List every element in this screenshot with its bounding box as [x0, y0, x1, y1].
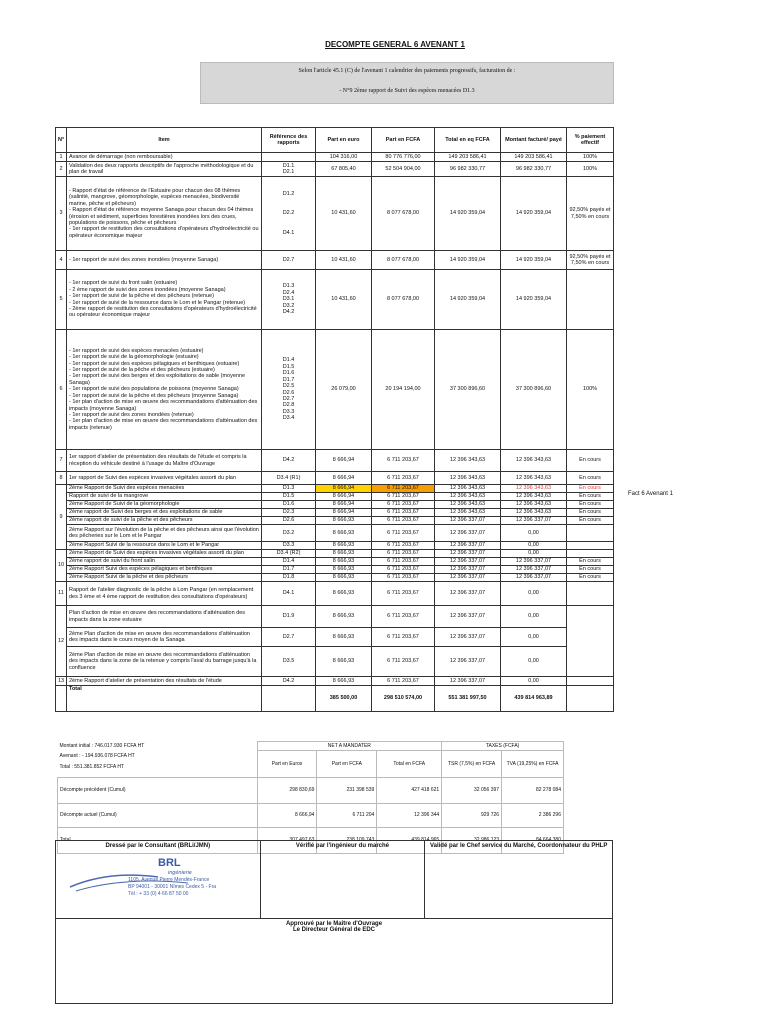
row-item: 2ème Rapport Suivi des espèces pélagiques et benthiques — [67, 566, 262, 574]
sig-chef: Validé par le Chef service du Marché, Coordonnateur du PHLP — [425, 841, 613, 919]
fin-cell: 427 418 621 — [377, 778, 442, 804]
table-row — [56, 162, 614, 177]
row-euro: 8 666,93 — [316, 628, 372, 647]
row-ref: D1.3 D2.4 D3.1 D3.2 D4.2 — [262, 270, 316, 330]
row-euro: 8 666,93 — [316, 558, 372, 566]
row-euro: 8 666,93 — [316, 566, 372, 574]
fin-cell: 307 497,63 — [257, 828, 317, 854]
row-total: 12 396 337,07 — [435, 550, 501, 558]
row-euro: 8 666,94 — [316, 493, 372, 501]
fin-col: Part en FCFA — [317, 751, 377, 778]
row-total: 12 396 343,63 — [435, 472, 501, 485]
row-euro: 10 431,60 — [316, 177, 372, 251]
row-pct: En cours — [567, 501, 614, 509]
row-total: 12 396 337,07 — [435, 558, 501, 566]
row-ref: D2.6 — [262, 517, 316, 525]
row-facture: 0,00 — [501, 628, 567, 647]
row-item: 2ème rapport de Suivi des berges et des exploitations de sable — [67, 509, 262, 517]
row-item: Rapport de suivi de la mangrove — [67, 493, 262, 501]
row-item: Validation des deux rapports descriptifs de l'approche méthodologique et du plan de travail — [67, 162, 262, 177]
row-ref: D3.3 — [262, 542, 316, 550]
row-ref: D1.8 — [262, 574, 316, 582]
company-stamp — [68, 857, 258, 899]
row-total: 14 920 359,04 — [435, 270, 501, 330]
row-total: 12 396 337,07 — [435, 574, 501, 582]
row-euro: 8 666,93 — [316, 677, 372, 686]
row-no: 3 — [56, 177, 67, 251]
row-fcfa: 6 711 203,67 — [372, 517, 435, 525]
row-facture: 12 396 343,63 — [501, 485, 567, 493]
row-total: 12 396 337,07 — [435, 517, 501, 525]
total-facture: 439 814 963,89 — [501, 686, 567, 712]
row-no: 6 — [56, 330, 67, 450]
table-row — [56, 501, 614, 509]
row-item: Rapport de l'atelier diagnostic de la pêche à Lom Pangar (en remplacement des 3 ème et 4 ème rapport de restitution des consultations d'opérateurs) — [67, 582, 262, 606]
table-row — [56, 509, 614, 517]
row-facture: 12 396 343,63 — [501, 501, 567, 509]
billing-info-line-1: Selon l'article 45.1 (C) de l'avenant 1 calendrier des paiements progressifs, facturation de : — [298, 68, 516, 74]
side-note: Fact 6 Avenant 1 — [628, 491, 673, 497]
row-euro: 10 431,60 — [316, 251, 372, 270]
row-fcfa: 6 711 203,67 — [372, 493, 435, 501]
billing-info-box — [200, 62, 614, 104]
row-ref: D1.3 — [262, 485, 316, 493]
row-euro: 8 666,94 — [316, 450, 372, 472]
row-no: 4 — [56, 251, 67, 270]
table-row — [56, 525, 614, 542]
row-item: 2ème Rapport Suivi de la pêche et des pêcheurs — [67, 574, 262, 582]
row-pct: En cours — [567, 509, 614, 517]
table-row — [56, 450, 614, 472]
row-facture: 0,00 — [501, 582, 567, 606]
row-fcfa: 80 776 776,00 — [372, 153, 435, 162]
row-euro: 26 079,00 — [316, 330, 372, 450]
table-row — [56, 493, 614, 501]
row-total: 149 203 586,41 — [435, 153, 501, 162]
row-ref — [262, 686, 316, 712]
fin-row-label: Décompte actuel (Cumul) — [58, 804, 258, 828]
row-pct: En cours — [567, 566, 614, 574]
fin-cell: 32 056 397 — [442, 778, 502, 804]
row-item: Plan d'action de mise en œuvre des recommandations d'atténuation des impacts dans la zone estuaire — [67, 606, 262, 628]
row-euro: 8 666,93 — [316, 574, 372, 582]
row-euro: 8 666,94 — [316, 501, 372, 509]
row-fcfa: 8 077 678,00 — [372, 270, 435, 330]
row-euro: 8 666,93 — [316, 606, 372, 628]
row-item: 2ème Rapport d'atelier de présentation des résultats de l'étude — [67, 677, 262, 686]
row-item: Avance de démarrage (non remboursable) — [67, 153, 262, 162]
table-row — [56, 153, 614, 162]
row-ref: D4.2 — [262, 450, 316, 472]
row-facture: 12 396 343,63 — [501, 493, 567, 501]
row-fcfa: 8 077 678,00 — [372, 251, 435, 270]
table-row — [56, 472, 614, 485]
row-pct: 92,50% payés et 7,50% en cours — [567, 177, 614, 251]
row-pct: En cours — [567, 517, 614, 525]
row-item: - Rapport d'état de référence de l'Estuaire pour chacun des 08 thèmes (salinité, mangrove, géomorphologie, espèces menacées, biodiversité marine, pêche et pêcheurs) - Rapport d'état de référence moyenne Sanaga pour chacun des 04 thèmes (érosion et sédiment, superficies forestières inondées lors des crues, populations de poissons, pêche et pêcheurs - 1er rapport de restitution des consultations d'opérateurs d'hydroélectricité ou opérateur économique majeur — [67, 177, 262, 251]
row-total: 12 396 337,07 — [435, 606, 501, 628]
row-facture: 14 920 359,04 — [501, 177, 567, 251]
row-no: 1 — [56, 153, 67, 162]
stamp-line: Tél : + 33 (0) 4 66 87 50 00 — [128, 891, 189, 897]
row-fcfa: 6 711 203,67 — [372, 509, 435, 517]
row-euro: 8 666,93 — [316, 525, 372, 542]
row-pct: En cours — [567, 558, 614, 566]
approuve-line-2: Le Directeur Général de EDC — [292, 927, 376, 934]
fin-cell: 231 398 539 — [317, 778, 377, 804]
row-no: 5 — [56, 270, 67, 330]
row-pct: En cours — [567, 485, 614, 493]
header-facture: Montant facturé/ payé — [501, 128, 567, 153]
row-pct — [567, 525, 614, 542]
net-header: NET A MANDATER — [257, 742, 442, 751]
fin-row-label: Décompte précédent (Cumul) — [58, 778, 258, 804]
row-ref: D1.4 — [262, 558, 316, 566]
avenant: Avenant : - 194.936.078 FCFA HT — [59, 752, 135, 759]
row-facture: 12 396 343,63 — [501, 472, 567, 485]
row-total: 96 982 330,77 — [435, 162, 501, 177]
montant-initial: Montant initial : 746.017.930 FCFA HT — [59, 742, 145, 749]
row-item: 2ème Plan d'action de mise en œuvre des recommandations d'atténuation des impacts dans la zone de la retenue y compris l'aval du barrage jusqu'à la confluence — [67, 647, 262, 677]
row-fcfa: 6 711 203,67 — [372, 606, 435, 628]
row-euro: 67 805,40 — [316, 162, 372, 177]
row-ref: D2.7 — [262, 251, 316, 270]
row-item: 2ème Rapport de Suivi de la géomorphologie — [67, 501, 262, 509]
row-facture: 37 300 896,60 — [501, 330, 567, 450]
table-header-row — [56, 128, 614, 153]
row-item: 1er rapport d'atelier de présentation des résultats de l'étude et compris la réception du véhicule destiné à l'usage du Maître d'Ouvrage — [67, 450, 262, 472]
table-row — [56, 517, 614, 525]
row-euro: 8 666,93 — [316, 582, 372, 606]
row-euro: 8 666,93 — [316, 517, 372, 525]
row-fcfa: 6 711 203,67 — [372, 485, 435, 493]
table-row — [56, 270, 614, 330]
row-pct: En cours — [567, 472, 614, 485]
row-pct: 92,50% payés et 7,50% en cours — [567, 251, 614, 270]
row-total: 12 396 337,07 — [435, 566, 501, 574]
row-fcfa: 20 194 194,00 — [372, 330, 435, 450]
row-total: 12 396 343,63 — [435, 493, 501, 501]
fin-cell: 2 386 296 — [502, 804, 564, 828]
row-pct: 100% — [567, 330, 614, 450]
table-row — [56, 574, 614, 582]
row-fcfa: 6 711 203,67 — [372, 566, 435, 574]
row-facture: 96 982 330,77 — [501, 162, 567, 177]
row-euro: 8 666,94 — [316, 472, 372, 485]
row-no — [56, 686, 67, 712]
fin-cell: 439 814 965 — [377, 828, 442, 854]
row-euro: 104 316,00 — [316, 153, 372, 162]
table-row — [56, 177, 614, 251]
row-item: 2ème Rapport de Suivi des espèces invasives végétales assorti du plan — [67, 550, 262, 558]
sig-ingenieur: Vérifié par l'ingénieur du marché — [260, 841, 425, 919]
total-fcfa: 298 510 574,00 — [372, 686, 435, 712]
row-fcfa: 6 711 203,67 — [372, 450, 435, 472]
row-ref: D1.6 — [262, 501, 316, 509]
row-total: 12 396 337,07 — [435, 582, 501, 606]
row-item: 1er rapport de Suivi des espèces invasives végétales assorti du plan — [67, 472, 262, 485]
sig-approuve — [56, 919, 613, 1004]
sig-consultant: Dressé par le Consultant (BRLi/JMN) — [56, 841, 261, 919]
row-fcfa: 6 711 203,67 — [372, 582, 435, 606]
row-ref: D1.4 D1.5 D1.6 D1.7 D2.5 D2.6 D2.7 D2.8 D3.3 D3.4 — [262, 330, 316, 450]
row-pct — [567, 686, 614, 712]
row-total: 12 396 343,63 — [435, 501, 501, 509]
row-fcfa: 6 711 203,67 — [372, 472, 435, 485]
financial-summary-table — [57, 741, 564, 854]
row-ref: D3.4 (R1) — [262, 472, 316, 485]
fin-cell: 12 396 344 — [377, 804, 442, 828]
row-total: 12 396 337,07 — [435, 647, 501, 677]
row-ref: D4.1 — [262, 582, 316, 606]
fin-row — [58, 778, 564, 804]
row-fcfa: 6 711 203,67 — [372, 647, 435, 677]
total-euro: 385 500,00 — [316, 686, 372, 712]
row-no: 10 — [56, 550, 67, 582]
header-total: Total en eq FCFA — [435, 128, 501, 153]
total-total: 551 381 997,50 — [435, 686, 501, 712]
fin-cell: 84 664 380 — [502, 828, 564, 854]
row-facture: 12 396 337,07 — [501, 574, 567, 582]
row-item: - 1er rapport de suivi du front salin (estuaire) - 2 ème rapport de suivi des zones inondées (moyenne Sanaga) - 1er rapport de suivi de la pêche et des pêcheurs (retenue) - 1er rapport de suivi de la ressource dans le Lom et le Pangar (retenue) - 2ème rapport de restitution des consultations d'opérateurs d'hydroélectricité ou opérateur économique majeur — [67, 270, 262, 330]
row-ref: D1.2 D2.2 D4.1 — [262, 177, 316, 251]
row-facture: 0,00 — [501, 542, 567, 550]
row-pct — [567, 550, 614, 558]
row-no: 13 — [56, 677, 67, 686]
row-ref: D3.2 — [262, 525, 316, 542]
row-total: 12 396 337,07 — [435, 525, 501, 542]
row-facture: 12 396 343,63 — [501, 509, 567, 517]
row-no: 11 — [56, 582, 67, 606]
row-item: 2ème Rapport sur l'évolution de la pêche et des pêcheurs ainsi que l'évolution des pêcheries sur le Lom et le Pangar — [67, 525, 262, 542]
fin-col: Total en FCFA — [377, 751, 442, 778]
row-ref — [262, 153, 316, 162]
row-pct: En cours — [567, 493, 614, 501]
row-ref: D2.3 — [262, 509, 316, 517]
row-item: 2ème Rapport de Suivi des espèces menacées — [67, 485, 262, 493]
row-fcfa: 6 711 203,67 — [372, 501, 435, 509]
row-item: 2ème Plan d'action de mise en œuvre des recommandations d'atténuation des impacts dans le cours moyen de la Sanaga — [67, 628, 262, 647]
row-ref: D1.7 — [262, 566, 316, 574]
row-pct — [567, 542, 614, 550]
fin-col: TVA (19,25%) en FCFA — [502, 751, 564, 778]
row-pct: En cours — [567, 450, 614, 472]
row-pct: En cours — [567, 574, 614, 582]
fin-cell: 6 711 204 — [317, 804, 377, 828]
stamp-logo: BRL — [158, 857, 181, 869]
row-facture: 0,00 — [501, 525, 567, 542]
fin-cell: 298 830,69 — [257, 778, 317, 804]
row-item: 2ème Rapport Suivi de la ressource dans le Lom et le Pangar — [67, 542, 262, 550]
row-ref: D3.5 — [262, 647, 316, 677]
row-total: 12 396 343,63 — [435, 509, 501, 517]
fin-row — [58, 751, 564, 778]
row-fcfa: 52 504 904,00 — [372, 162, 435, 177]
row-total: 14 920 359,04 — [435, 177, 501, 251]
row-facture: 0,00 — [501, 647, 567, 677]
fin-cell: 8 666,94 — [257, 804, 317, 828]
table-row — [56, 677, 614, 686]
row-facture: 14 920 359,04 — [501, 251, 567, 270]
table-row — [56, 606, 614, 628]
fin-cell: 82 278 084 — [502, 778, 564, 804]
row-no: 7 — [56, 450, 67, 472]
header-pct: % paiement effectif — [567, 128, 614, 153]
table-row — [56, 628, 614, 647]
table-row — [56, 542, 614, 550]
row-fcfa: 6 711 203,67 — [372, 677, 435, 686]
fin-col: TSR (7,5%) en FCFA — [442, 751, 502, 778]
row-euro: 8 666,93 — [316, 647, 372, 677]
row-pct — [567, 677, 614, 686]
fin-row — [58, 742, 564, 751]
row-euro: 8 666,93 — [316, 542, 372, 550]
table-row — [56, 330, 614, 450]
table-row — [56, 558, 614, 566]
fin-cell: 32 986 123 — [442, 828, 502, 854]
header-euro: Part en euro — [316, 128, 372, 153]
header-ref: Référence des rapports — [262, 128, 316, 153]
row-pct: 100% — [567, 153, 614, 162]
row-ref: D2.7 — [262, 628, 316, 647]
row-euro: 8 666,94 — [316, 485, 372, 493]
row-facture: 12 396 337,07 — [501, 558, 567, 566]
row-no: 8 — [56, 472, 67, 485]
row-euro: 10 431,60 — [316, 270, 372, 330]
billing-info-line-2: - N°9 2ème rapport de Suivi des espèces menacées D1.3 — [339, 88, 475, 94]
row-fcfa: 8 077 678,00 — [372, 177, 435, 251]
row-ref: D1.1 D2.1 — [262, 162, 316, 177]
avenant-block — [58, 751, 258, 778]
row-fcfa: 6 711 203,67 — [372, 574, 435, 582]
row-facture: 0,00 — [501, 677, 567, 686]
row-fcfa: 6 711 203,67 — [372, 525, 435, 542]
row-item: - 1er rapport de suivi des espèces menacées (estuaire) - 1er rapport de suivi de la géomorphologie (estuaire) - 1er rapport de suivi des espèces pélagiques et benthiques (estuaire) - 1er rapport de suivi de la pêche et des pêcheurs (estuaire) - 1er rapport de suivi des berges et des exploitations de sable (moyenne Sanaga) - 1er rapport de suivi des populations de poissons (moyenne Sanaga) - 1er rapport de suivi de la pêche et des pêcheurs (moyenne Sanaga) - 1er plan d'action de mise en œuvre des recommandations d'atténuation des impacts (moyenne Sanaga) - 1er rapport de suivi des zones inondées (retenue) - 1er plan d'action de mise en œuvre des recommandations d'atténuation des impacts (retenue) — [67, 330, 262, 450]
row-euro: 8 666,94 — [316, 509, 372, 517]
fin-row-label: Total — [58, 828, 258, 854]
fin-cell: 929 726 — [442, 804, 502, 828]
row-total: 12 396 337,07 — [435, 628, 501, 647]
taxes-header: TAXES (FCFA) — [442, 742, 564, 751]
row-total: 37 300 896,60 — [435, 330, 501, 450]
header-item: Item — [67, 128, 262, 153]
row-pct: 100% — [567, 162, 614, 177]
stamp-line: BP 94001 - 30001 Nîmes Cedex 5 - Fra — [128, 884, 217, 890]
header-no: N° — [56, 128, 67, 153]
row-fcfa: 6 711 203,67 — [372, 550, 435, 558]
table-row — [56, 647, 614, 677]
row-facture: 14 920 359,04 — [501, 270, 567, 330]
row-pct — [567, 606, 614, 677]
row-facture: 0,00 — [501, 606, 567, 628]
row-euro: 8 666,93 — [316, 550, 372, 558]
table-row — [56, 251, 614, 270]
row-no: 9 — [56, 485, 67, 550]
document-title: DECOMPTE GENERAL 6 AVENANT 1 — [325, 40, 465, 49]
row-facture: 149 203 586,41 — [501, 153, 567, 162]
row-total: 12 396 343,63 — [435, 450, 501, 472]
stamp-line: 1105, Avenue Pierre Mendès-France — [128, 877, 210, 883]
table-total-row — [56, 686, 614, 712]
row-ref: D1.5 — [262, 493, 316, 501]
row-facture: 12 396 337,07 — [501, 517, 567, 525]
row-no: 2 — [56, 162, 67, 177]
row-pct — [567, 582, 614, 606]
table-row — [56, 582, 614, 606]
stamp-line: ingénierie — [168, 870, 192, 876]
row-total: 12 396 337,07 — [435, 677, 501, 686]
row-ref: D3.4 (R2) — [262, 550, 316, 558]
table-row — [56, 485, 614, 493]
row-fcfa: 6 711 203,67 — [372, 628, 435, 647]
fin-cell: 238 109 743 — [317, 828, 377, 854]
row-total: 14 920 359,04 — [435, 251, 501, 270]
row-item: 2ème rapport de suivi du front salin — [67, 558, 262, 566]
header-fcfa: Part en FCFA — [372, 128, 435, 153]
approuve-line-1: Approuvé par le Maître d'Ouvrage — [285, 921, 383, 927]
payment-schedule-table — [55, 127, 614, 712]
row-total: 12 396 337,07 — [435, 542, 501, 550]
row-fcfa: 6 711 203,67 — [372, 558, 435, 566]
row-item: - 1er rapport de suivi des zones inondées (moyenne Sanaga) — [67, 251, 262, 270]
total-ht: Total : 551.381.852 FCFA HT — [59, 763, 124, 770]
row-ref: D4.2 — [262, 677, 316, 686]
fin-col: Part en Euros — [257, 751, 317, 778]
row-total: 12 396 343,63 — [435, 485, 501, 493]
total-label: Total — [67, 686, 262, 712]
row-pct — [567, 270, 614, 330]
row-item: 2ème rapport de suivi de la pêche et des pêcheurs — [67, 517, 262, 525]
row-fcfa: 6 711 203,67 — [372, 542, 435, 550]
fin-row — [58, 804, 564, 828]
signature-row — [56, 919, 613, 1004]
row-ref: D1.9 — [262, 606, 316, 628]
table-row — [56, 550, 614, 558]
table-row — [56, 566, 614, 574]
row-facture: 12 396 337,07 — [501, 566, 567, 574]
row-no: 12 — [56, 606, 67, 677]
row-facture: 0,00 — [501, 550, 567, 558]
row-facture: 12 396 343,63 — [501, 450, 567, 472]
